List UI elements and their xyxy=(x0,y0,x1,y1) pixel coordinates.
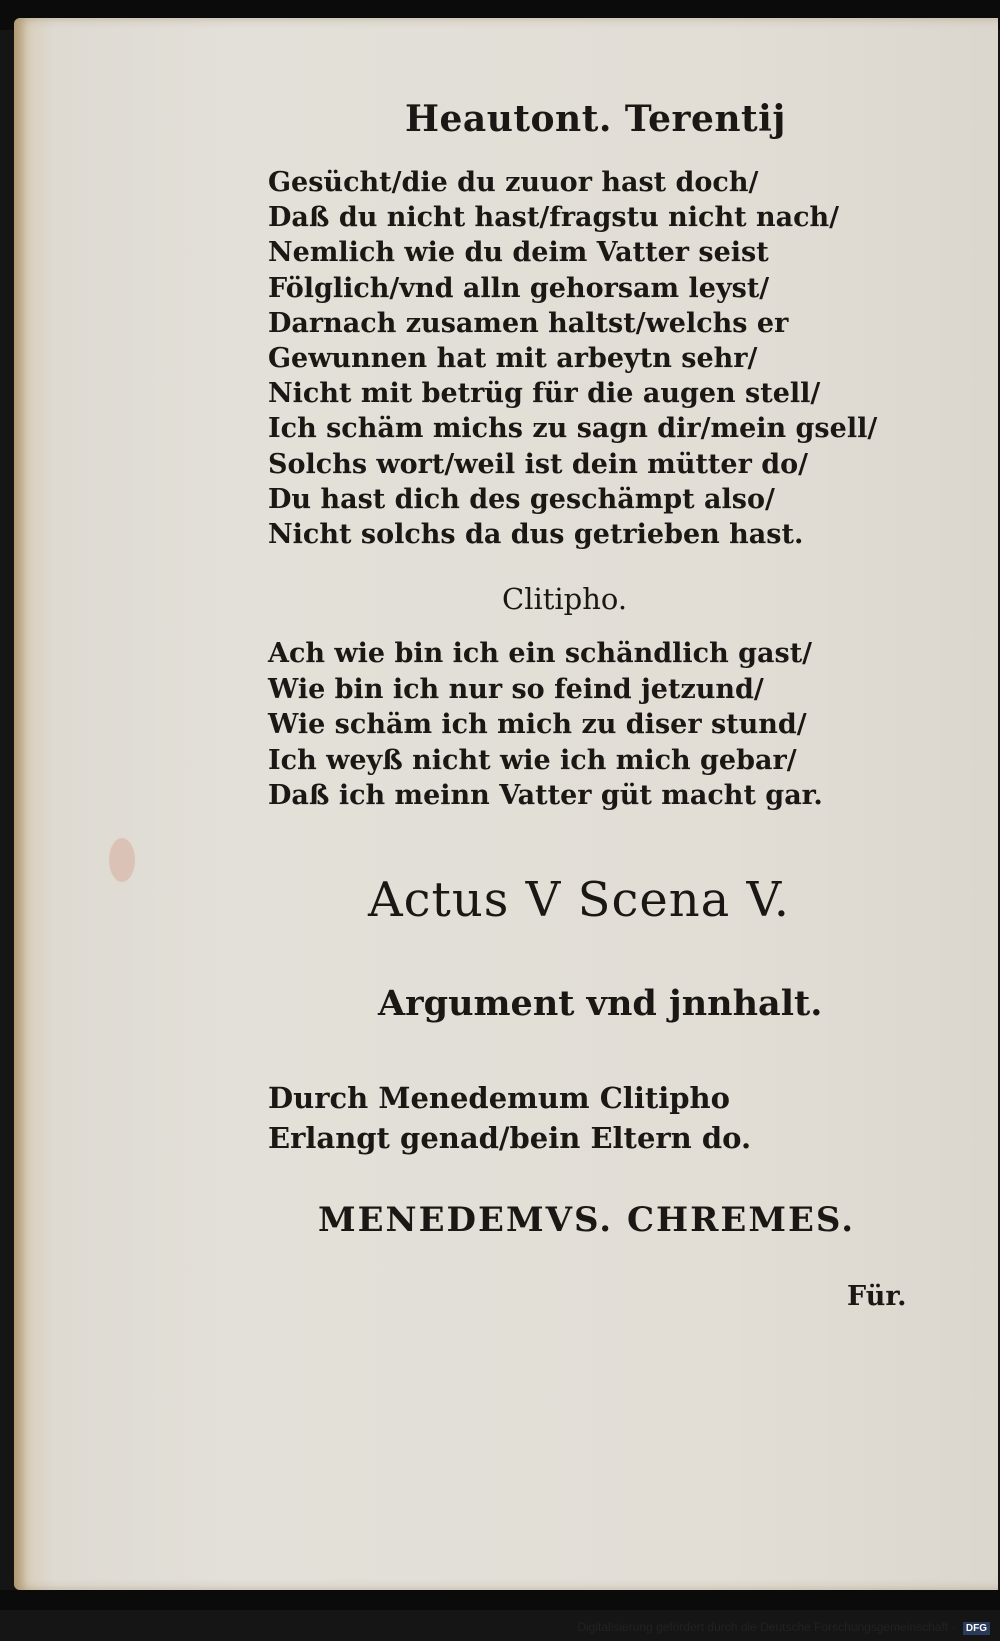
verse-line: Nemlich wie du deim Vatter seist xyxy=(268,237,769,269)
cast-line: MENEDEMVS. CHREMES. xyxy=(318,1200,856,1240)
verse-line: Nicht mit betrüg für die augen stell/ xyxy=(268,378,821,410)
verse-line: Ach wie bin ich ein schändlich gast/ xyxy=(268,638,813,669)
verse-line: Fölglich/vnd alln gehorsam leyst/ xyxy=(268,272,770,304)
verse-line: Solchs wort/weil ist dein mütter do/ xyxy=(268,448,808,480)
verse-line: Wie schäm ich mich zu diser stund/ xyxy=(268,709,807,740)
credit-text: Digitalisierung gefördert durch die Deutsche Forschungsgemeinschaft · xyxy=(577,1620,956,1634)
verse-line: Nicht solchs da dus getrieben hast. xyxy=(268,519,804,551)
verse-line: Daß ich meinn Vatter güt macht gar. xyxy=(268,780,823,811)
argument-line: Erlangt genad/bein Eltern do. xyxy=(268,1121,752,1155)
verse-line: Du hast dich des geschämpt also/ xyxy=(268,483,775,515)
verse-line: Darnach zusamen haltst/welchs er xyxy=(268,307,789,339)
verse-line: Ich schäm michs zu sagn dir/mein gsell/ xyxy=(268,413,878,445)
verse-line: Gewunnen hat mit arbeytn sehr/ xyxy=(268,343,758,375)
verse-block-1 xyxy=(268,165,877,552)
speaker-name: Clitipho. xyxy=(502,582,628,616)
bottom-edge xyxy=(0,1590,1000,1610)
act-scene-title: Actus V Scena V. xyxy=(368,872,791,928)
dfg-logo-badge: DFG xyxy=(963,1622,990,1635)
catchword: Für. xyxy=(847,1281,907,1312)
running-head: Heautont. Terentij xyxy=(405,98,786,140)
argument-line: Durch Menedemum Clitipho xyxy=(268,1081,730,1115)
verse-line: Wie bin ich nur so feind jetzund/ xyxy=(268,673,764,705)
verse-block-2 xyxy=(268,636,823,814)
verse-line: Daß du nicht hast/fragstu nicht nach/ xyxy=(268,202,840,234)
argument-text xyxy=(268,1078,751,1158)
verse-line: Ich weyß nicht wie ich mich gebar/ xyxy=(268,744,797,776)
argument-heading: Argument vnd jnnhalt. xyxy=(378,983,823,1024)
digitization-credit xyxy=(577,1620,990,1635)
verse-line: Gesücht/die du zuuor hast doch/ xyxy=(268,167,759,198)
